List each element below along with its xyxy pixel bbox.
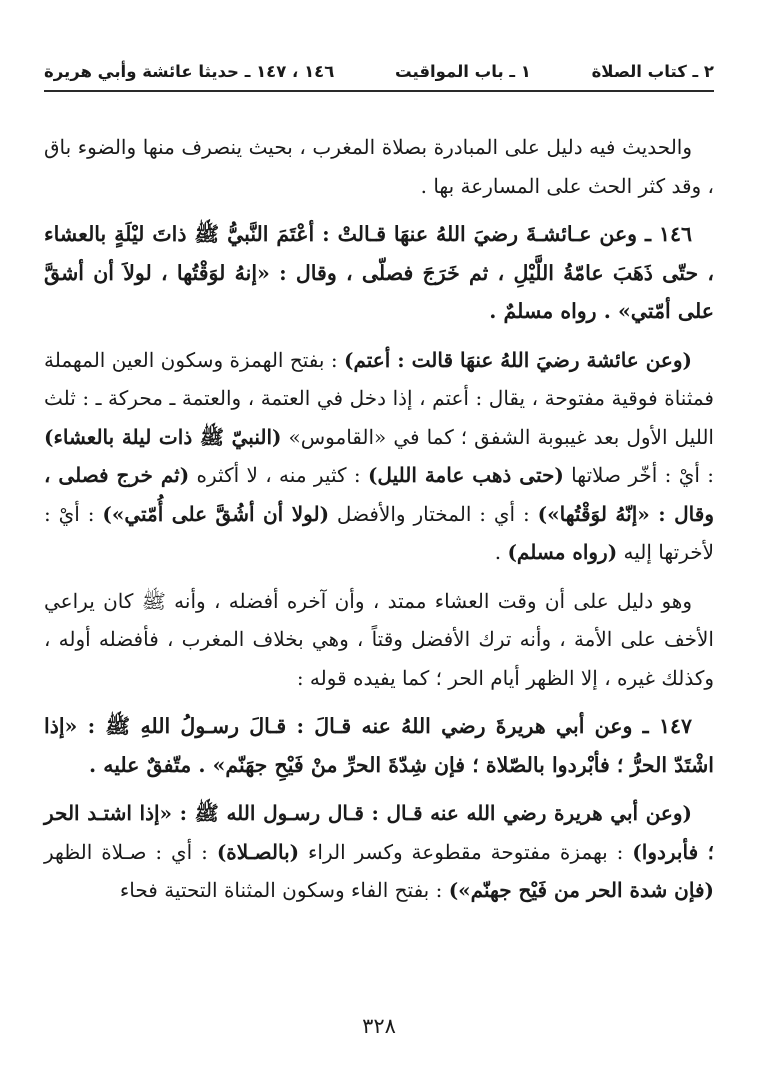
hadith-147: ١٤٧ ـ وعن أبي هريرةَ رضي اللهُ عنه قـالَ : قـالَ رسـولُ اللهِ ﷺ : «إذا اشْتَدّ الحرُّ ؛ فأبْردوا بالصّلاة ؛ فإن شِدّةَ الحرِّ منْ فَيْحِ جهَنّم» . متّفقٌ عليه .	[44, 714, 714, 777]
commentary-span: : بفتح الفاء وسكون المثناة التحتية فحاء	[119, 878, 449, 902]
commentary-span: : أي : المختار والأفضل	[329, 501, 538, 526]
commentary-147	[44, 794, 714, 910]
commentary-span: : أي : صـلاة الظهر	[44, 839, 217, 864]
book-page	[44, 0, 714, 1092]
quote-span: (ثم خرج فصلى ، وقال : «إنّهُ لوَقْتُها»)	[44, 463, 714, 526]
paragraph-intro: والحديث فيه دليل على المبادرة بصلاة المغرب ، بحيث ينصرف منها والضوء باق ، وقد كثر الحث على المسارعة بها .	[44, 135, 714, 198]
commentary-146	[44, 341, 714, 572]
commentary-span: : بهمزة مفتوحة مقطوعة وكسر الراء	[299, 839, 633, 864]
commentary-span: .	[494, 540, 508, 564]
running-header	[44, 56, 714, 86]
header-hadith-range: ١٤٦ ، ١٤٧ ـ حديثا عائشة وأبي هريرة	[44, 61, 335, 81]
body-text	[44, 128, 714, 920]
quote-span: (بالصـلاة)	[216, 839, 300, 864]
quote-span: (فإن شدة الحر من فَيْح جهنّم»)	[448, 878, 714, 902]
quote-span: (النبيّ ﷺ ذات ليلة بالعشاء)	[44, 424, 282, 449]
quote-span: (وعن عائشة رضيَ اللهُ عنهَا قالت : أعتم)	[343, 347, 692, 372]
quote-span: (رواه مسلم)	[507, 540, 618, 564]
quote-span: (حتى ذهب عامة الليل)	[367, 463, 564, 487]
commentary-span: : أيْ : أخّر صلاتها	[563, 463, 715, 487]
quote-span: (وعن أبي هريرة رضي الله عنه قـال : قـال رسـول الله ﷺ : «إذا اشتـد الحر ؛ فأبردوا)	[44, 801, 715, 864]
header-rule	[44, 90, 714, 92]
page-number: ٣٢٨	[362, 1014, 396, 1038]
header-chapter: ٢ ـ كتاب الصلاة	[591, 61, 714, 81]
hadith-146: ١٤٦ ـ وعن عـائشـةَ رضيَ اللهُ عنهَا قـالتْ : أعْتَمَ النَّبيُّ ﷺ ذاتَ ليْلَةٍ بالعشاء ، حتّى ذَهَبَ عامّةُ اللَّيْلِ ، ثم خَرَجَ فصلّى ، وقال : «إنهُ لوَقْتُها ، لولاَ أن أشقَّ على أمّتي» . رواه مسلمٌ .	[44, 222, 714, 323]
paragraph-discussion: وهو دليل على أن وقت العشاء ممتد ، وأن آخره أفضله ، وأنه ﷺ كان يراعي الأخف على الأمة ، وأنه ترك الأفضل وقتاً ، وهي بخلاف المغرب ، فأفضله أوله ، وكذلك غيره ، إلا الظهر أيام الحر ؛ كما يفيده قوله :	[44, 588, 714, 690]
commentary-span: : بفتح الهمزة وسكون العين المهملة فمثناة فوقية مفتوحة ، يقال : أعتم ، إذا دخل في العتمة ، والعتمة ـ محركة ـ : ثلث الليل الأول بعد غيبوبة الشفق ؛ كما في «القاموس»	[44, 347, 714, 449]
header-section: ١ ـ باب المواقيت	[395, 61, 531, 81]
quote-span: (لولا أن أشُقَّ على أُمّتي»)	[102, 501, 330, 526]
commentary-span: : أيْ : لأخرتها إليه	[44, 501, 714, 564]
commentary-span: : كثير منه ، لا أكثره	[189, 463, 368, 487]
